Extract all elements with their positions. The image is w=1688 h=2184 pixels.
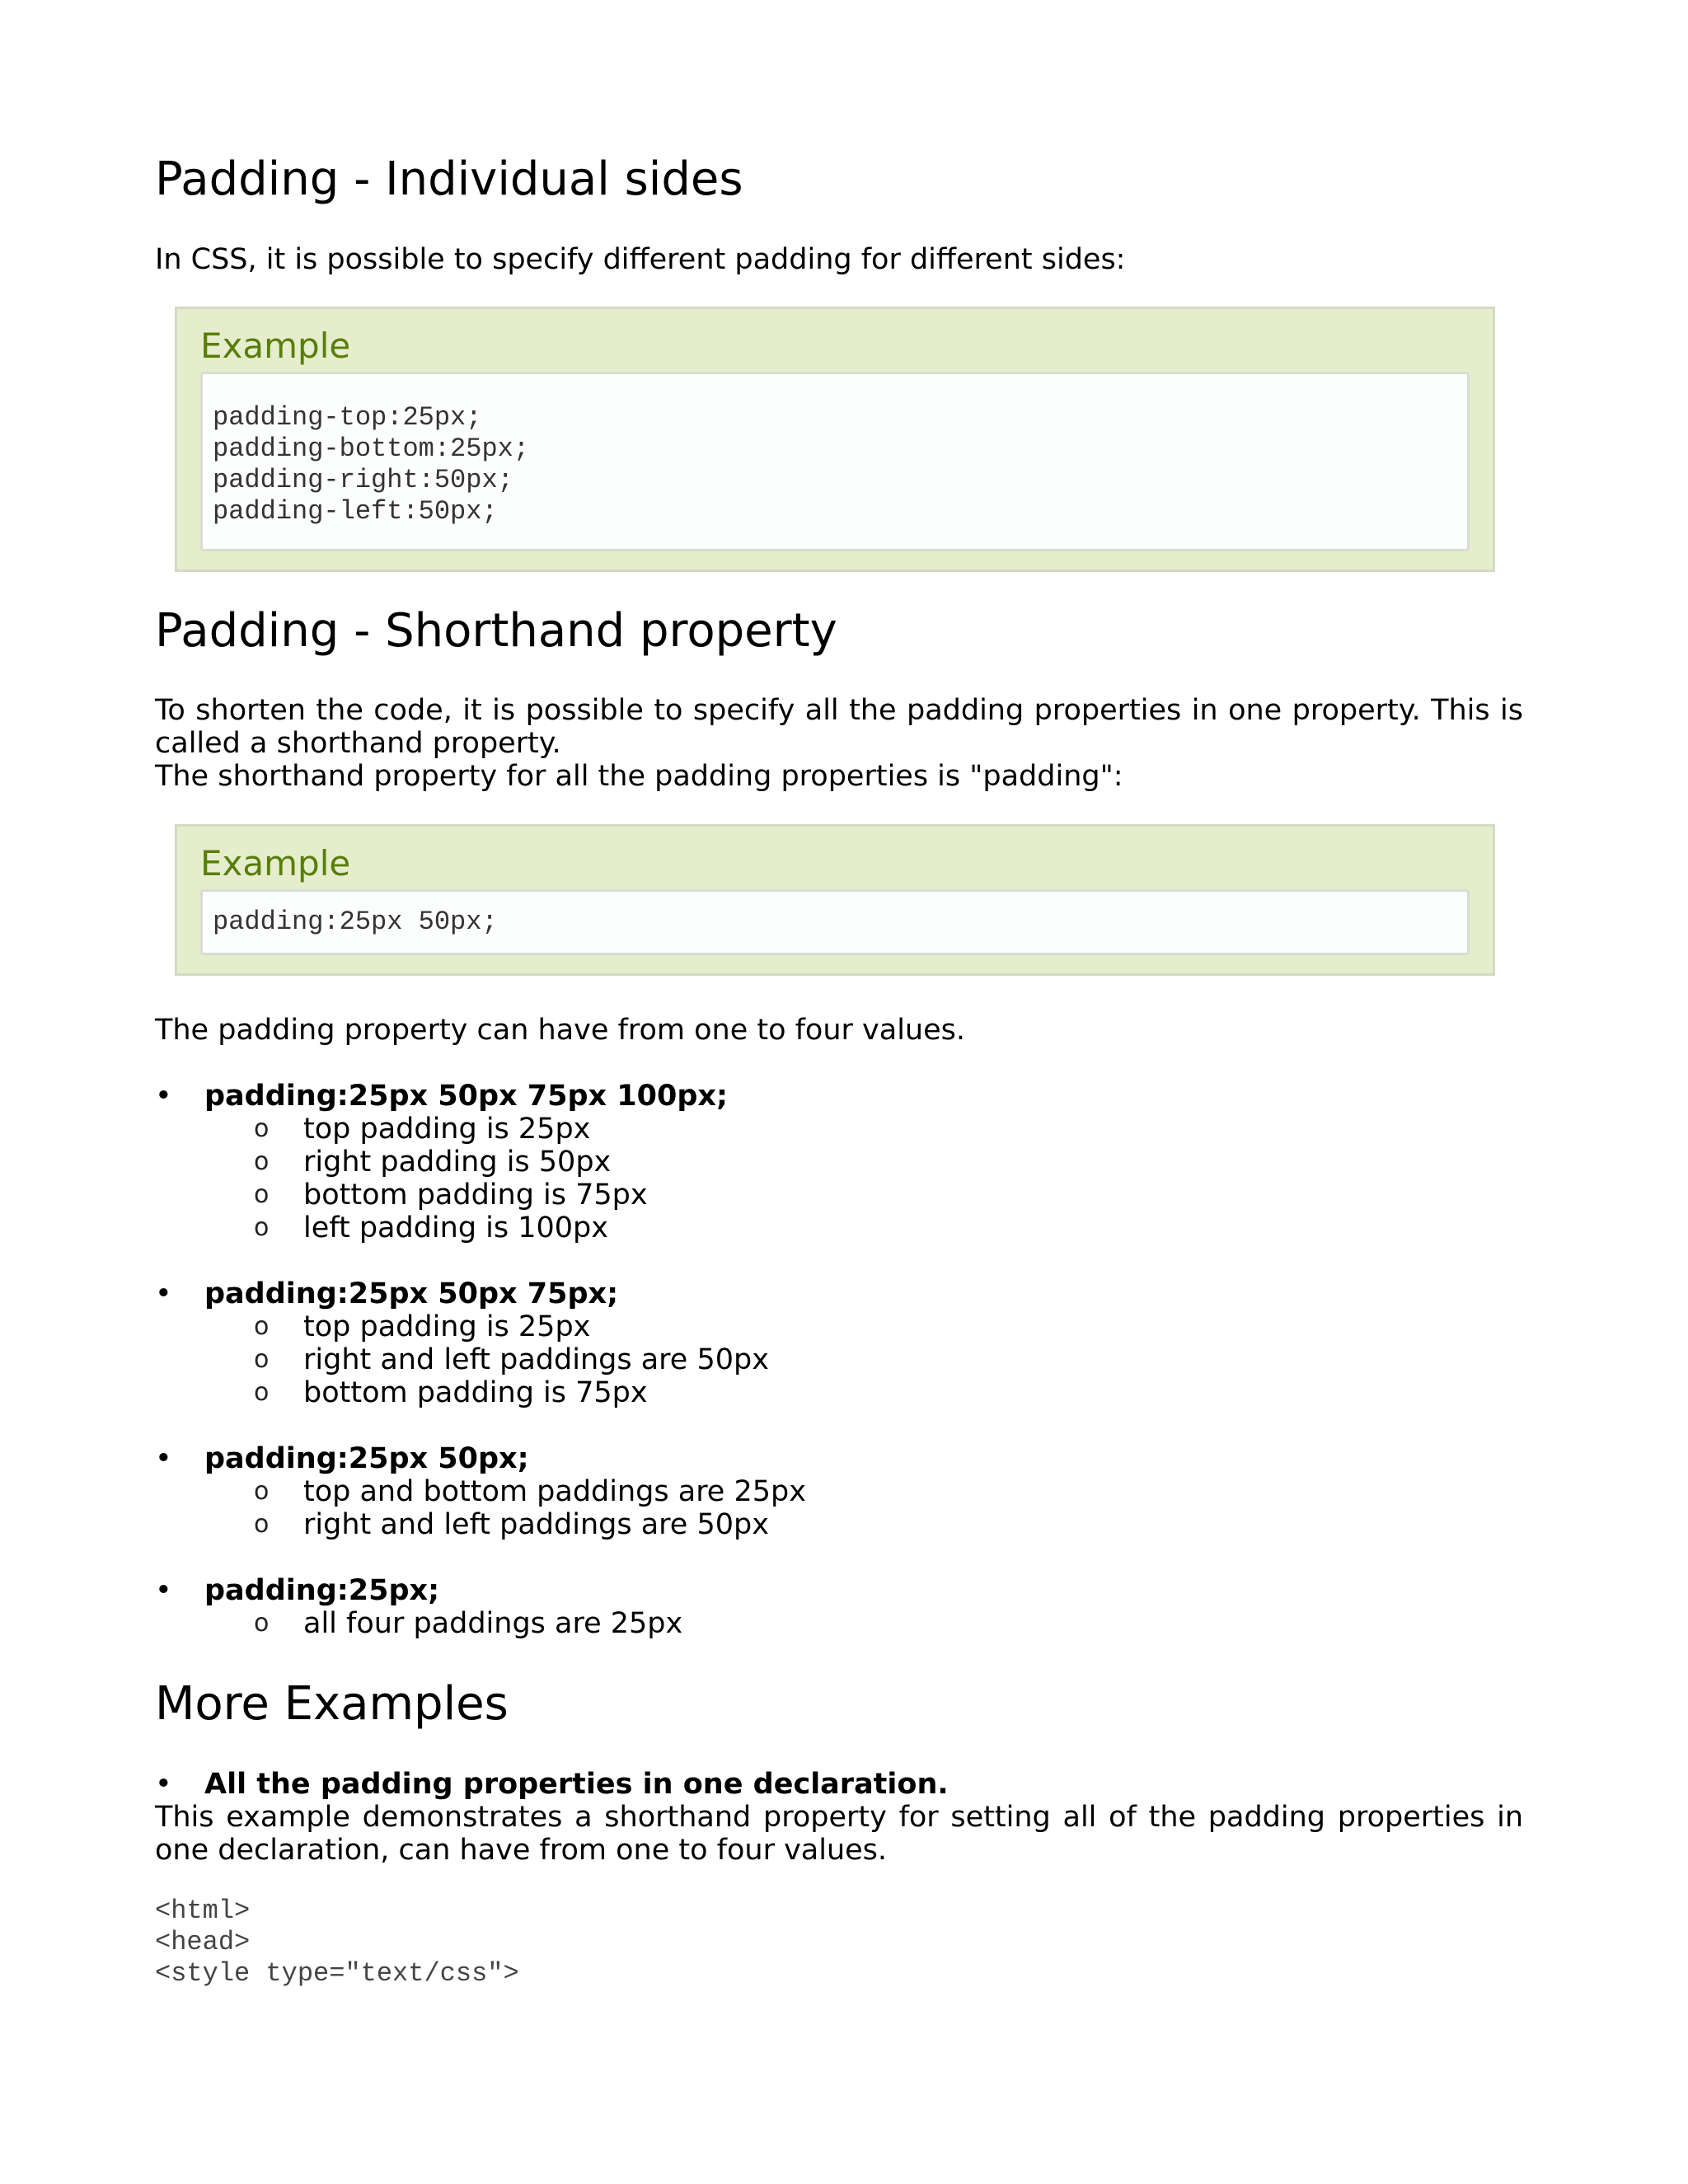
more-examples-item xyxy=(155,1768,1523,1801)
values-item-text: right and left paddings are 50px xyxy=(303,1343,769,1376)
values-item-text: all four paddings are 25px xyxy=(303,1607,683,1640)
values-item-text: right and left paddings are 50px xyxy=(303,1508,769,1541)
shorthand-paragraph-1: To shorten the code, it is possible to specify all the padding properties in one property. This is called a shorthand property. xyxy=(155,694,1523,760)
list-item xyxy=(155,1508,1523,1541)
circle-bullet-icon: o xyxy=(254,1378,270,1407)
circle-bullet-icon: o xyxy=(254,1312,270,1341)
values-intro: The padding property can have from one to four values. xyxy=(155,1014,966,1047)
list-item xyxy=(155,1343,1523,1376)
circle-bullet-icon: o xyxy=(254,1180,270,1209)
document-page xyxy=(155,0,1523,1989)
heading-individual-sides: Padding - Individual sides xyxy=(155,152,743,206)
example-code-individual: padding-top:25px; padding-bottom:25px; padding-right:50px; padding-left:50px; xyxy=(200,372,1470,551)
list-item xyxy=(155,1080,1523,1113)
list-item xyxy=(155,1475,1523,1508)
circle-bullet-icon: o xyxy=(254,1114,270,1143)
shorthand-paragraph-2: The shorthand property for all the padding properties is "padding": xyxy=(155,760,1123,793)
values-group xyxy=(155,1442,1523,1541)
list-item xyxy=(155,1376,1523,1409)
list-item xyxy=(155,1574,1523,1607)
values-item-text: left padding is 100px xyxy=(303,1212,608,1244)
bullet-icon: • xyxy=(155,1277,172,1310)
bullet-icon: • xyxy=(155,1080,172,1113)
values-group-label: padding:25px; xyxy=(204,1574,440,1607)
circle-bullet-icon: o xyxy=(254,1477,270,1506)
values-group-label: padding:25px 50px; xyxy=(204,1442,529,1475)
values-group xyxy=(155,1277,1523,1409)
list-item xyxy=(155,1146,1523,1179)
values-group xyxy=(155,1574,1523,1640)
values-item-text: top and bottom paddings are 25px xyxy=(303,1475,806,1508)
more-examples-description: This example demonstrates a shorthand property for setting all of the padding properties in one declaration, can have from one to four values. xyxy=(155,1801,1523,1867)
values-item-text: top padding is 25px xyxy=(303,1310,591,1343)
example-code-shorthand: padding:25px 50px; xyxy=(200,889,1470,955)
example-title: Example xyxy=(200,326,351,366)
values-item-text: bottom padding is 75px xyxy=(303,1376,648,1409)
list-item xyxy=(155,1212,1523,1244)
values-group-label: padding:25px 50px 75px 100px; xyxy=(204,1080,728,1113)
list-item xyxy=(155,1277,1523,1310)
example-box-individual xyxy=(175,307,1495,572)
circle-bullet-icon: o xyxy=(254,1345,270,1374)
values-item-text: bottom padding is 75px xyxy=(303,1179,648,1212)
values-group-label: padding:25px 50px 75px; xyxy=(204,1277,619,1310)
list-item xyxy=(155,1607,1523,1640)
circle-bullet-icon: o xyxy=(254,1213,270,1242)
list-item xyxy=(155,1310,1523,1343)
circle-bullet-icon: o xyxy=(254,1147,270,1176)
list-item xyxy=(155,1113,1523,1146)
bullet-icon: • xyxy=(155,1442,172,1475)
padding-values-list xyxy=(155,1080,1523,1673)
intro-paragraph: In CSS, it is possible to specify different padding for different sides: xyxy=(155,243,1126,276)
list-item xyxy=(155,1179,1523,1212)
heading-more-examples: More Examples xyxy=(155,1677,509,1731)
values-group xyxy=(155,1080,1523,1244)
example-title: Example xyxy=(200,843,351,883)
circle-bullet-icon: o xyxy=(254,1609,270,1638)
example-box-shorthand xyxy=(175,824,1495,976)
values-item-text: top padding is 25px xyxy=(303,1113,591,1146)
bullet-icon: • xyxy=(155,1574,172,1607)
circle-bullet-icon: o xyxy=(254,1510,270,1539)
heading-shorthand-property: Padding - Shorthand property xyxy=(155,604,837,658)
code-snippet: <html> <head> <style type="text/css"> xyxy=(155,1896,519,1989)
values-item-text: right padding is 50px xyxy=(303,1146,612,1179)
bullet-icon: • xyxy=(155,1768,172,1801)
more-examples-item-label: All the padding properties in one declaration. xyxy=(204,1768,949,1801)
list-item xyxy=(155,1442,1523,1475)
